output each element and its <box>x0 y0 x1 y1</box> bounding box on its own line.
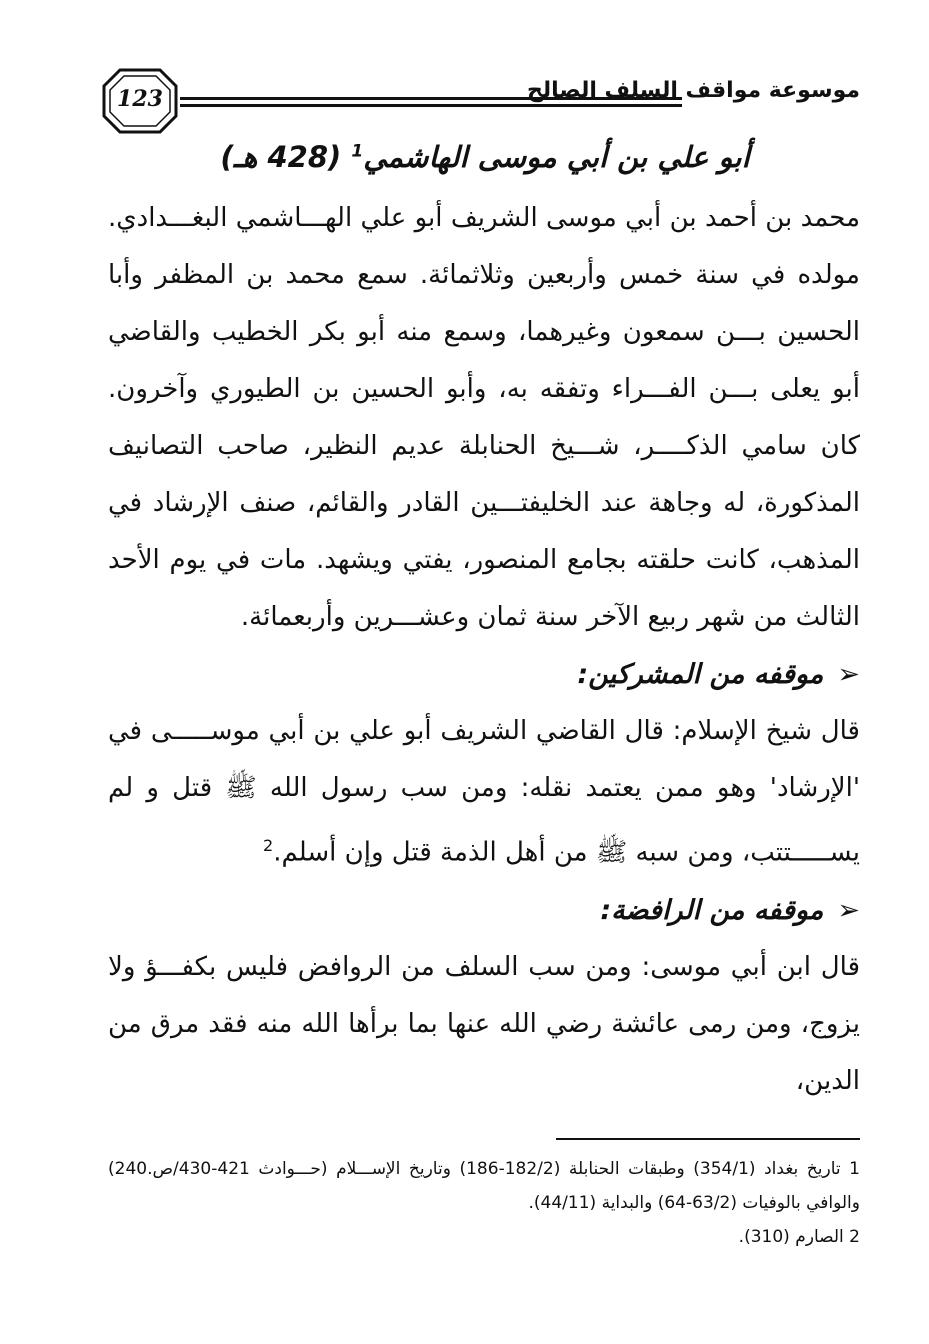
body-text <box>108 190 860 1110</box>
paragraph-footnote-ref: 2 <box>263 836 274 855</box>
footnote-2: 2 الصارم (310). <box>738 1227 860 1247</box>
section-heading-text: موقفه من المشركين: <box>577 659 824 690</box>
rafida-paragraph: قال ابن أبي موسى: ومن سب السلف من الروافض فليس بكفـــؤ ولا يزوج، ومن رمى عائشة رضي الله عنها بما برأها الله منه فقد مرق من الدين، <box>108 951 860 1096</box>
section-heading-rafida <box>108 882 860 939</box>
series-title: موسوعة مواقف السلف الصالح <box>527 78 860 103</box>
chapter-title <box>200 140 770 174</box>
footnote-separator <box>556 1138 860 1140</box>
polytheists-paragraph-text: قال شيخ الإسلام: قال القاضي الشريف أبو علي بن أبي موســـــى في 'الإرشاد' وهو ممن يعتمد نقله: ومن سب رسول الله ﷺ قتل و لم يســـــتتب، ومن سبه ﷺ من أهل الذمة قتل وإن أسلم. <box>108 716 860 868</box>
title-footnote-ref: 1 <box>351 141 364 162</box>
polytheists-paragraph <box>108 703 860 882</box>
page-number-badge <box>100 66 180 136</box>
section-heading-polytheists <box>108 646 860 703</box>
chapter-title-text: أبو علي بن أبي موسى الهاشمي <box>363 140 750 174</box>
arrow-marker-icon: ➢ <box>837 894 860 926</box>
biography-paragraph: محمد بن أحمد بن أبي موسى الشريف أبو علي الهـــاشمي البغـــدادي. مولده في سنة خمس وأربعين وثلاثمائة. سمع محمد بن المظفر وأبا الحسين بـــن سمعون وغيرهما، وسمع منه أبو بكر الخطيب والقاضي أبو يعلى بـــن الفـــراء وتفقه به، وأبو الحسين بن الطيوري وآخرون. كان سامي الذكــــر، شـــيخ الحنابلة عديم النظير، صاحب التصانيف المذكورة، له وجاهة عند الخليفتـــين القادر والقائم، صنف الإرشاد في المذهب، كانت حلقته بجامع المنصور، يفتي ويشهد. مات في يوم الأحد الثالث من شهر ربيع الآخر سنة ثمان وعشـــرين وأربعمائة. <box>108 203 860 632</box>
footnotes <box>108 1152 860 1254</box>
arrow-marker-icon: ➢ <box>837 659 860 690</box>
chapter-title-dates: (428 هـ) <box>220 140 342 174</box>
page-header <box>100 66 860 138</box>
page-number: 123 <box>117 86 163 112</box>
section-heading-text: موقفه من الرافضة: <box>600 894 824 926</box>
footnote-1: 1 تاريخ بغداد (354/1) وطبقات الحنابلة (182/2-186) وتاريخ الإســـلام (حـــوادث 421-430/ص.240) والوافي بالوفيات (63/2-64) والبداية (44/11). <box>108 1159 860 1213</box>
